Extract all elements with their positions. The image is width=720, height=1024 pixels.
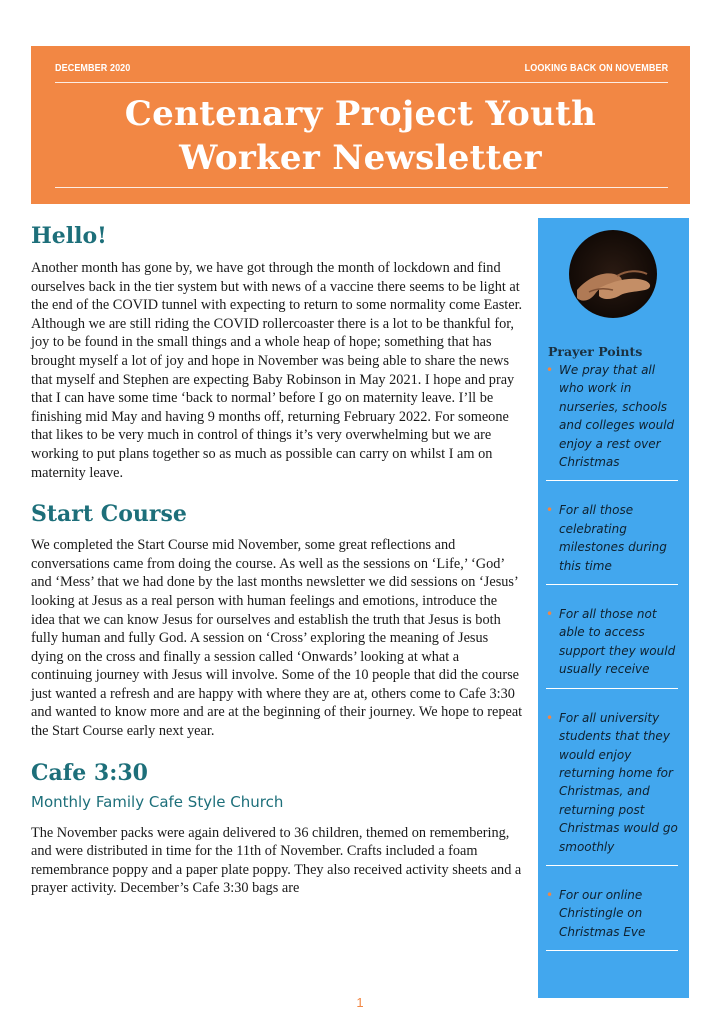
prayer-point-text: For all those celebrating milestones during this time bbox=[559, 503, 667, 573]
prayer-point bbox=[546, 501, 678, 585]
prayer-points-sidebar bbox=[538, 218, 689, 998]
bullet-icon: • bbox=[546, 710, 554, 725]
prayer-point bbox=[546, 605, 678, 689]
header-divider-top bbox=[55, 82, 668, 83]
prayer-point-text: We pray that all who work in nurseries, schools and colleges would enjoy a rest over Christmas bbox=[559, 363, 675, 470]
start-course-heading: Start Course bbox=[31, 501, 187, 528]
prayer-points-title: Prayer Points bbox=[548, 344, 643, 359]
cafe-heading: Cafe 3:30 bbox=[31, 759, 148, 786]
hello-body: Another month has gone by, we have got through the month of lockdown and find ourselves back in the tier system but with news of a vaccine there seems to be light at the end of the COVID tunnel with expecting to return to some normality come Easter. Although we are still riding the COVID rollercoaster there is a lot to be thankful for, joy to be found in the small things and a whole heap of hope; something that has brought myself a lot of joy and hope in November was being able to share the news that myself and Stephen are expecting Baby Robinson in May 2021. I hope and pray that I can have some time ‘back to normal’ before I go on maternity leave. I’ll be finishing mid May and having 9 months off, returning February 2022. For someone that likes to be very much in control of things it’s very overwhelming but we are working to put plans together so as much as possible can carry on whilst I am on maternity leave. bbox=[31, 260, 523, 481]
issue-tagline: LOOKING BACK ON NOVEMBER bbox=[524, 62, 669, 74]
prayer-point-text: For all those not able to access support they would usually receive bbox=[559, 607, 676, 677]
prayer-points-list bbox=[546, 361, 678, 960]
start-course-body: We completed the Start Course mid November, some great reflections and conversations came from doing the course. As well as the sessions on ‘Life,’ ‘God’ and ‘Mess’ that we had done by the last months newsletter we did sessions on ‘Jesus’ looking at Jesus as a real person with human feelings and emotions, introduce the idea that we can know Jesus for ourselves and establish the truth that Jesus is both fully human and fully God. A session on ‘Cross’ exploring the meaning of Jesus dying on the cross and finally a session called ‘Onwards’ looking at what a continuing journey with Jesus will involve. Some of the 10 people that did the course just wanted a refresh and are happy with where they are at, others come to Cafe 3:30 and wanted to know more and are at the beginning of their journey. We hope to repeat the Start Course early next year. bbox=[31, 537, 523, 740]
cafe-section bbox=[31, 759, 523, 898]
praying-hands-photo bbox=[569, 230, 657, 318]
newsletter-header bbox=[31, 46, 690, 204]
praying-hands-icon bbox=[569, 230, 657, 318]
issue-date: DECEMBER 2020 bbox=[55, 62, 131, 74]
prayer-point bbox=[546, 886, 678, 951]
hello-section bbox=[31, 222, 523, 482]
start-course-section bbox=[31, 500, 523, 741]
header-meta bbox=[55, 62, 668, 74]
bullet-icon: • bbox=[546, 363, 554, 377]
prayer-point-text: For our online Christingle on Christmas Eve bbox=[559, 887, 646, 939]
prayer-point bbox=[546, 709, 678, 866]
prayer-point bbox=[546, 361, 678, 481]
main-column bbox=[31, 222, 523, 898]
prayer-point-text: For all university students that they would enjoy returning home for Christmas, and returning post Christmas would go smoothly bbox=[559, 710, 678, 854]
bullet-icon: • bbox=[546, 887, 554, 902]
page-number: 1 bbox=[356, 995, 364, 1010]
bullet-icon: • bbox=[546, 503, 554, 518]
newsletter-title-line-1: Centenary Project Youth bbox=[124, 94, 597, 134]
newsletter-title bbox=[31, 92, 690, 180]
bullet-icon: • bbox=[546, 607, 554, 622]
hello-heading: Hello! bbox=[31, 223, 107, 249]
cafe-body: The November packs were again delivered to 36 children, themed on remembering, and were distributed in time for the 11th of November. Crafts included a foam remembrance poppy and a paper plate poppy. They also received activity sheets and a prayer activity. December’s Cafe 3:30 bags are bbox=[31, 824, 522, 897]
cafe-subheading: Monthly Family Cafe Style Church bbox=[31, 792, 284, 811]
header-divider-bottom bbox=[55, 187, 668, 188]
newsletter-title-line-2: Worker Newsletter bbox=[179, 138, 542, 178]
